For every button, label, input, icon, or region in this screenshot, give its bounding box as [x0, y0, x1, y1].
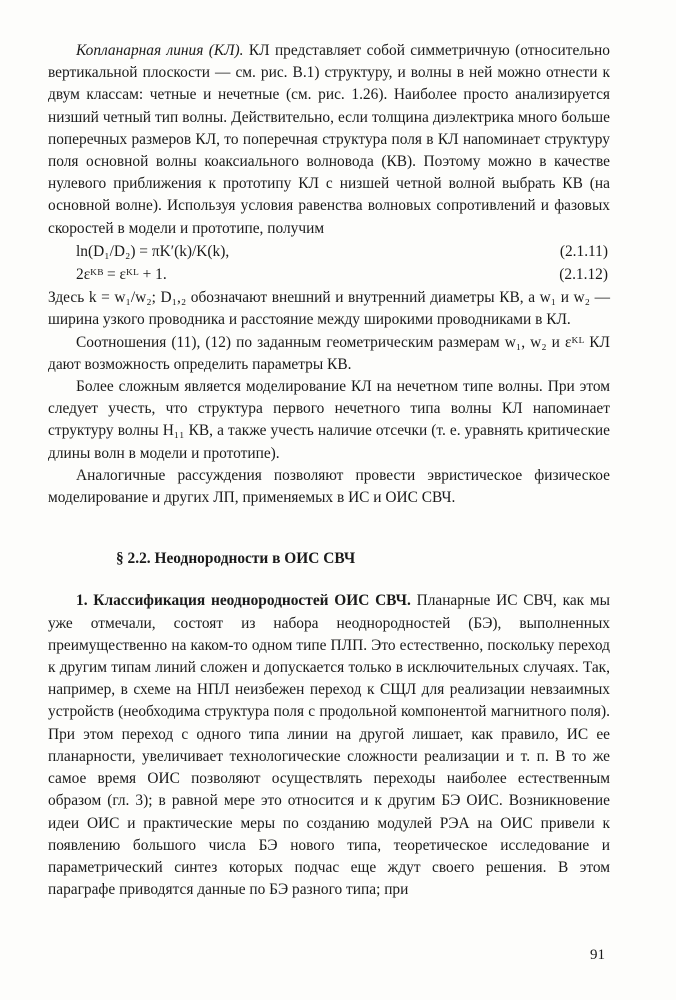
equation-2-1-11 [48, 241, 610, 263]
section-heading: § 2.2. Неоднородности в ОИС СВЧ [116, 550, 356, 568]
subsection-text: Планарные ИС СВЧ, как мы уже отмечали, состоят из набора неоднородностей (БЭ), выполненных преимущественно на каком-то одном типе ПЛП. Это естественно, поскольку переход к другим типам линий сложен и допускается только в исключительных случаях. Так, например, в схеме на НПЛ неизбежен переход к СЩЛ для реализации невзаимных устройств (необходима структура поля с продольной компонентой магнитного поля). При этом переход с одного типа линии на другой лишает, как правило, ИС ее планарности, увеличивает технологические сложности реализации и т. п. В то же самое время ОИС позволяют осуществлять переходы наиболее естественным образом (гл. 3); в равной мере это относится и к другим БЭ ОИС. Возникновение идеи ОИС и практические меры по созданию модулей РЭА на ОИС привели к появлению большого числа БЭ нового типа, теоретическое исследование и параметрический синтез которых подчас еще ждут своего решения. В этом параграфе приводятся данные по БЭ разного типа; при [48, 592, 610, 899]
equation-2-1-12 [48, 264, 610, 286]
page-number: 91 [590, 947, 605, 963]
paragraph-definitions: Здесь k = w₁/w₂; D₁,₂ обозначают внешний и внутренний диаметры КВ, а w₁ и w₂ — ширина узкого проводника и расстояние между широкими проводниками в КЛ. [48, 289, 610, 329]
paragraph-odd-mode: Более сложным является моделирование КЛ на нечетном типе волны. При этом следует учесть, что структура первого нечетного типа волны КЛ напоминает структуру волны H₁₁ КВ, а также учесть наличие отсечки (т. е. уравнять критические длины волн в модели и прототипе). [48, 378, 610, 462]
page-body [48, 40, 610, 901]
subsection-paragraph [48, 590, 610, 901]
equation-number: (2.1.12) [559, 266, 608, 284]
intro-paragraph [48, 40, 610, 240]
equation-number: (2.1.11) [559, 242, 608, 260]
equation-formula: ln(D₁/D₂) = πK′(k)/K(k), [76, 242, 230, 260]
subsection-title: 1. Классификация неоднородностей ОИС СВЧ. [76, 592, 411, 610]
intro-term: Копланарная линия (КЛ). [76, 42, 244, 59]
paragraph-analogous: Аналогичные рассуждения позволяют провести эвристическое физическое моделирование и других ЛП, применяемых в ИС и ОИС СВЧ. [48, 466, 610, 507]
equation-formula: 2εᴷᴮ = εᴷᴸ + 1. [76, 266, 167, 284]
intro-text: КЛ представляет собой симметричную (относительно вертикальной плоскости — см. рис. В.1) структуру, и волны в ней можно отнести к двум классам: четные и нечетные (см. рис. 1.26). Наиболее просто анализируется низший четный тип волны. Действительно, если толщина диэлектрика много больше поперечных размеров КЛ, то поперечная структура поля в КЛ напоминает структуру поля основной волны коаксиального волновода (КВ). Поэтому можно в качестве нулевого приближения к прототипу КЛ с низшей четной волной выбрать КВ (на основной волне). Используя условия равенства волновых сопротивлений и фазовых скоростей в модели и прототипе, получим [48, 42, 610, 237]
paragraph-relations: Соотношения (11), (12) по заданным геометрическим размерам w₁, w₂ и εᴷᴸ КЛ дают возможность определить параметры КВ. [48, 333, 610, 373]
